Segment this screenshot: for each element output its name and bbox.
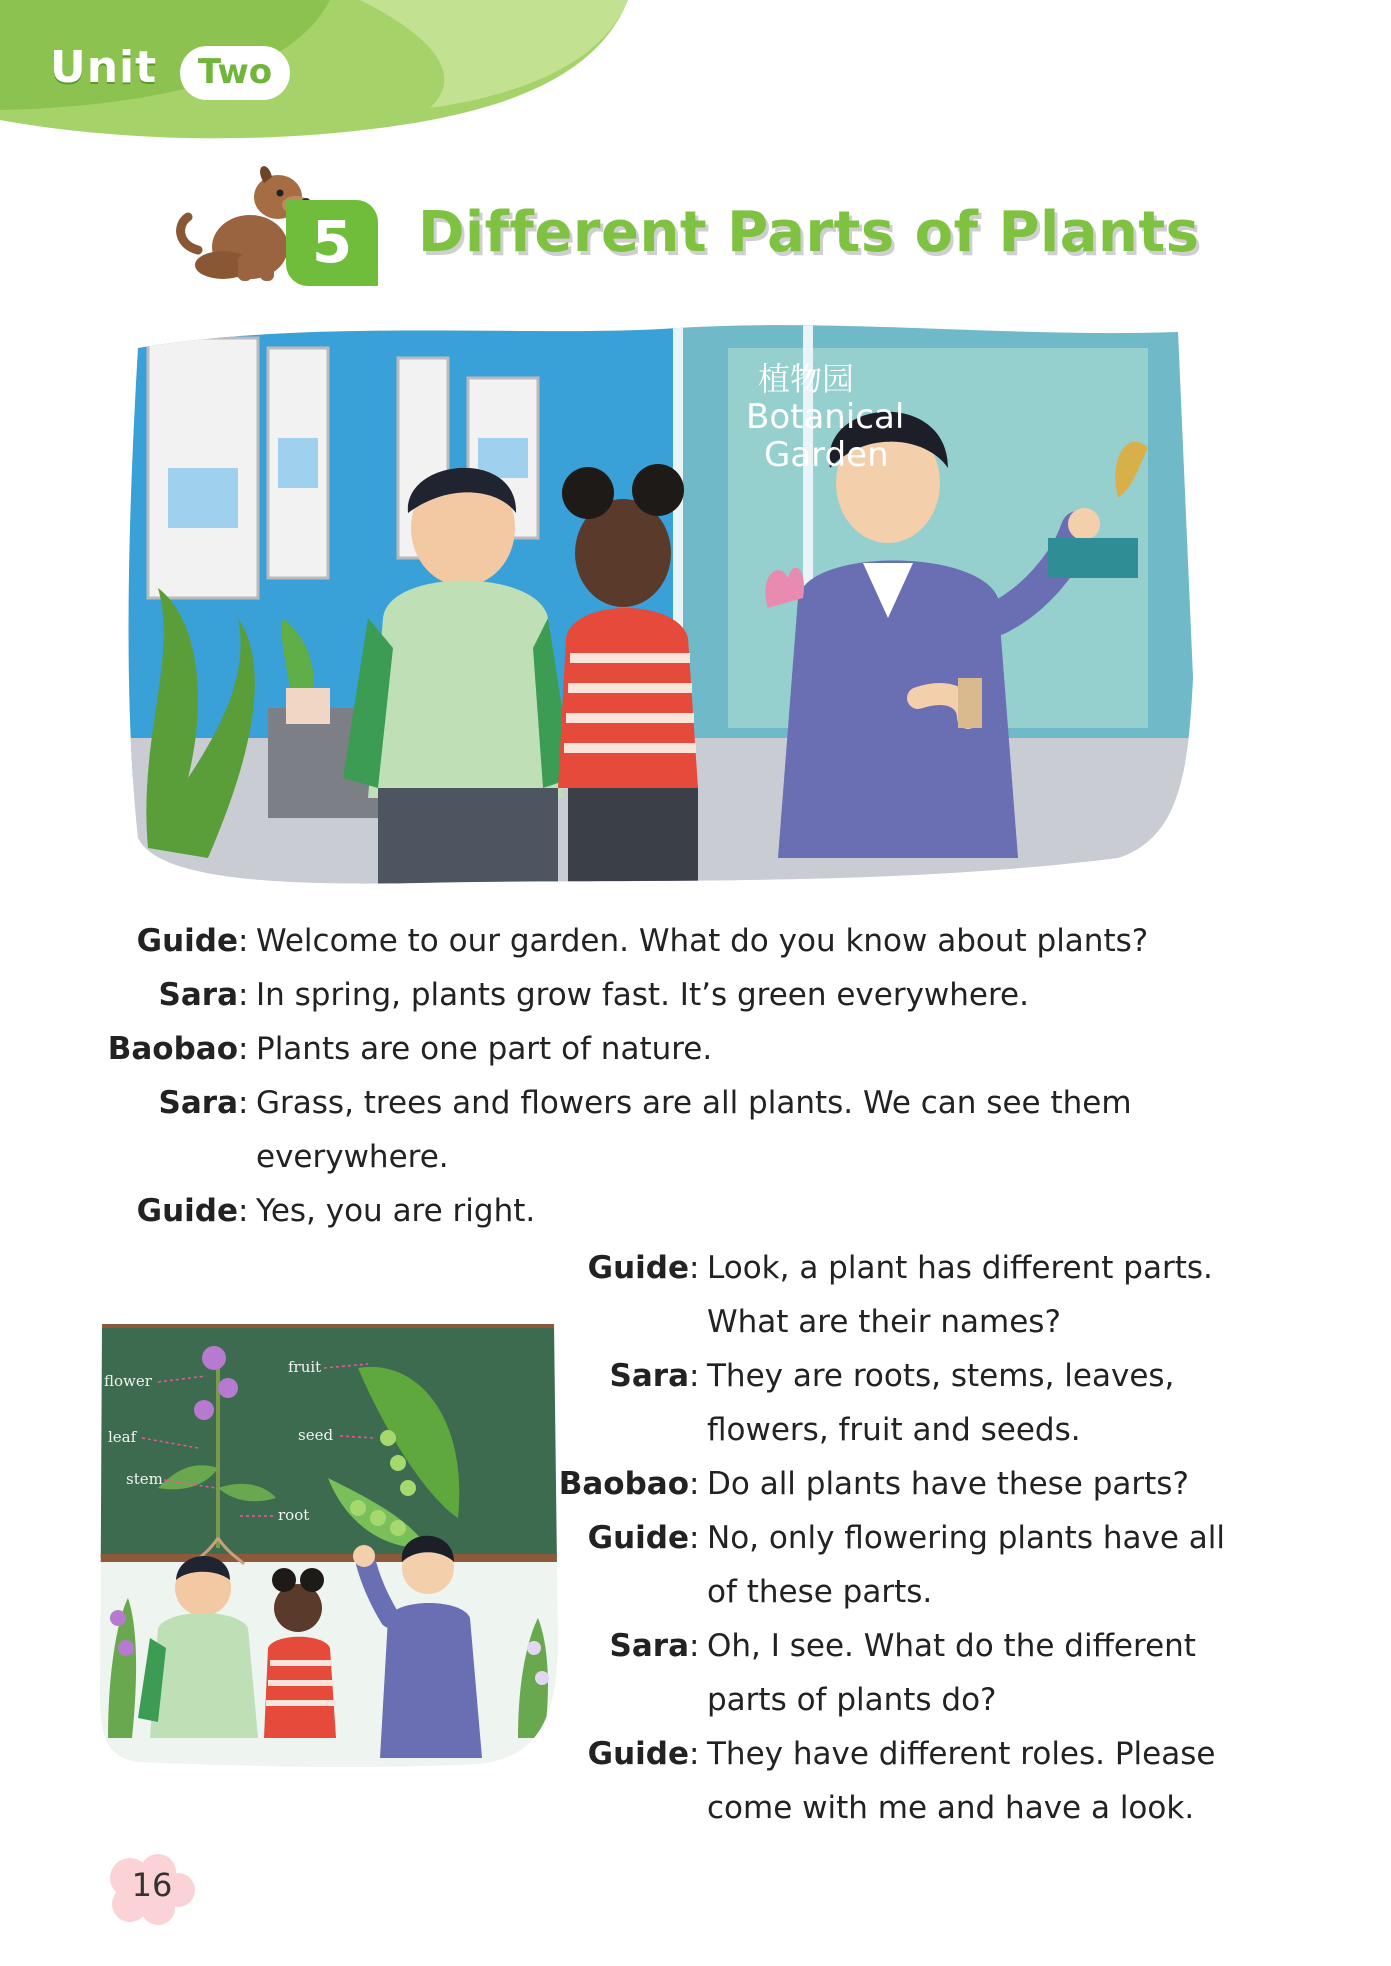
dialogue-bottom bbox=[0, 1241, 1225, 1835]
label-stem: stem bbox=[126, 1470, 163, 1488]
line-text: Grass, trees and flowers are all plants. We can see them bbox=[256, 1085, 1132, 1121]
dialogue-line-continued bbox=[0, 1403, 1225, 1457]
dialogue-line bbox=[0, 1727, 1225, 1781]
speaker: Sara bbox=[609, 1628, 689, 1664]
colon: : bbox=[238, 923, 249, 959]
colon-spacer bbox=[689, 1403, 707, 1457]
dialogue-line-continued bbox=[0, 1130, 1148, 1184]
dialogue-line bbox=[0, 1022, 1148, 1076]
speaker: Sara bbox=[609, 1358, 689, 1394]
dialogue-line bbox=[0, 1241, 1225, 1295]
line-text: Welcome to our garden. What do you know about plants? bbox=[256, 923, 1149, 959]
speaker: Guide bbox=[136, 923, 238, 959]
colon: : bbox=[238, 1085, 249, 1121]
speaker: Sara bbox=[158, 1085, 238, 1121]
colon-spacer bbox=[689, 1565, 707, 1619]
label-root: root bbox=[278, 1506, 310, 1524]
speaker: Guide bbox=[136, 1193, 238, 1229]
colon: : bbox=[689, 1250, 700, 1286]
line-text: In spring, plants grow fast. It’s green everywhere. bbox=[256, 977, 1029, 1013]
speaker: Baobao bbox=[107, 1031, 238, 1067]
label-flower: flower bbox=[104, 1372, 152, 1390]
line-text: parts of plants do? bbox=[707, 1682, 997, 1718]
speaker: Sara bbox=[158, 977, 238, 1013]
dialogue-line bbox=[0, 1076, 1148, 1130]
line-text: Yes, you are right. bbox=[256, 1193, 536, 1229]
speaker bbox=[0, 1565, 689, 1619]
colon: : bbox=[689, 1520, 700, 1556]
line-text: Oh, I see. What do the different bbox=[707, 1628, 1196, 1664]
colon: : bbox=[689, 1358, 700, 1394]
colon: : bbox=[689, 1466, 700, 1502]
line-text: flowers, fruit and seeds. bbox=[707, 1412, 1081, 1448]
colon: : bbox=[238, 1193, 249, 1229]
dialogue-line bbox=[0, 968, 1148, 1022]
speaker: Guide bbox=[587, 1736, 689, 1772]
colon-spacer bbox=[689, 1673, 707, 1727]
speaker bbox=[0, 1295, 689, 1349]
sign-line-1: Botanical bbox=[746, 397, 905, 437]
line-text: They have different roles. Please bbox=[707, 1736, 1216, 1772]
page-number: 16 bbox=[131, 1866, 173, 1904]
dialogue-line-continued bbox=[0, 1295, 1225, 1349]
colon: : bbox=[238, 1031, 249, 1067]
dialogue-line-continued bbox=[0, 1565, 1225, 1619]
colon-spacer bbox=[238, 1130, 256, 1184]
speaker: Baobao bbox=[558, 1466, 689, 1502]
unit-label: Unit bbox=[50, 42, 158, 93]
speaker bbox=[0, 1403, 689, 1457]
unit-number: Two bbox=[197, 52, 273, 92]
speaker: Guide bbox=[587, 1250, 689, 1286]
dialogue-line-continued bbox=[0, 1781, 1225, 1835]
sign-line-2: Garden bbox=[764, 435, 889, 475]
dialogue-line bbox=[0, 914, 1148, 968]
line-text: They are roots, stems, leaves, bbox=[707, 1358, 1175, 1394]
line-text: come with me and have a look. bbox=[707, 1790, 1195, 1826]
dialogue-line bbox=[0, 1184, 1148, 1238]
colon: : bbox=[689, 1628, 700, 1664]
label-fruit: fruit bbox=[288, 1358, 322, 1376]
line-text: Plants are one part of nature. bbox=[256, 1031, 713, 1067]
lesson-number: 5 bbox=[311, 208, 353, 276]
dialogue-line-continued bbox=[0, 1673, 1225, 1727]
line-text: Look, a plant has different parts. bbox=[707, 1250, 1213, 1286]
line-text: of these parts. bbox=[707, 1574, 933, 1610]
colon: : bbox=[689, 1736, 700, 1772]
colon-spacer bbox=[689, 1781, 707, 1835]
lesson-title: Different Parts of Plants bbox=[418, 200, 1200, 265]
speaker bbox=[0, 1781, 689, 1835]
speaker: Guide bbox=[587, 1520, 689, 1556]
dialogue-line bbox=[0, 1349, 1225, 1403]
line-text: Do all plants have these parts? bbox=[707, 1466, 1189, 1502]
line-text: No, only flowering plants have all bbox=[707, 1520, 1225, 1556]
dialogue-line bbox=[0, 1619, 1225, 1673]
colon: : bbox=[238, 977, 249, 1013]
botanical-garden-illustration bbox=[118, 318, 1198, 888]
colon-spacer bbox=[689, 1295, 707, 1349]
label-seed: seed bbox=[298, 1426, 334, 1444]
dialogue-line bbox=[0, 1457, 1225, 1511]
speaker bbox=[0, 1673, 689, 1727]
line-text: What are their names? bbox=[707, 1304, 1061, 1340]
lesson-number-badge bbox=[286, 200, 378, 286]
label-leaf: leaf bbox=[108, 1428, 137, 1446]
unit-number-badge bbox=[180, 46, 290, 100]
dialogue-line bbox=[0, 1511, 1225, 1565]
dialogue-top bbox=[0, 914, 1148, 1238]
sign-chinese: 植物园 bbox=[758, 360, 855, 398]
speaker bbox=[0, 1130, 238, 1184]
line-text: everywhere. bbox=[256, 1139, 449, 1175]
